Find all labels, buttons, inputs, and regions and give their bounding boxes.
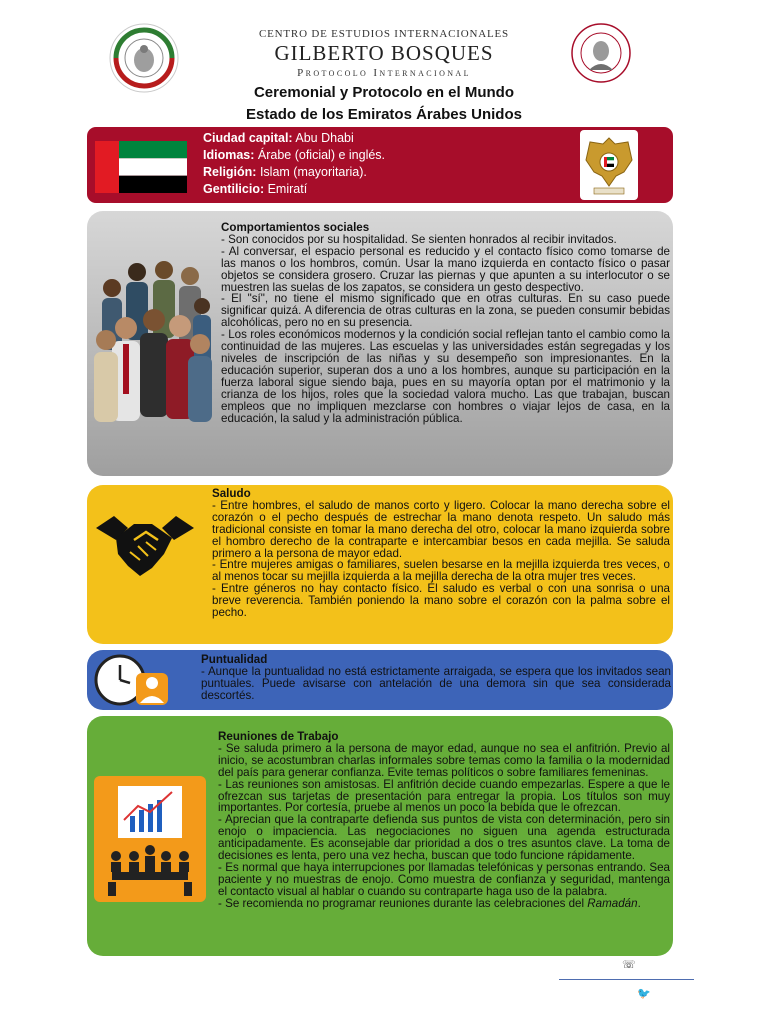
gilberto-bosques-seal-logo [570,22,632,84]
punctuality-heading: Puntualidad [201,653,268,666]
meetings-paragraph-4: - Es normal que haya interrupciones por llamadas telefónicas y personas entrando. Sea paciente y no muestras de enojo. Como muestra de confianza y seguridad, mantenga el contacto visual al hablar o cuando su contraparte haga uso de la palabra. [218,860,670,898]
greeting-heading: Saludo [212,487,251,500]
greeting-text [212,488,670,619]
social-paragraph-2: - Al conversar, el espacio personal es reducido y el contacto físico como tomarse de las manos o los hombros, común. Usar la mano izquierda en contacto físico o pasar objetos se considera grosero. Cruzar las piernas y que apunten a su interlocutor o se muestren las suelas de los zapatos, se considera un gesto despectivo. [221,244,670,294]
uae-emblem-icon [580,130,638,200]
document-title: Ceremonial y Protocolo en el Mundo [253,84,515,101]
business-meeting-icon [94,776,206,902]
punctuality-text [201,654,671,702]
languages-value: Árabe (oficial) e inglés. [254,148,386,162]
document-subtitle: Estado de los Emiratos Árabes Unidos [246,106,522,123]
phone-icon: ☏ [622,959,636,971]
meetings-text [218,731,670,910]
twitter-icon[interactable]: 🐦 [637,988,651,1000]
religion-label: Religión: [203,165,257,179]
social-heading: Comportamientos sociales [221,221,370,234]
languages-label: Idiomas: [203,148,255,162]
institution-line3: Protocolo Internacional [297,67,471,79]
meetings-p5-ramadan: Ramadán [587,896,638,910]
meetings-p5-prefix: - Se recomienda no programar reuniones durante las celebraciones del [218,896,588,910]
gentilicio-label: Gentilicio: [203,182,265,196]
social-paragraph-4: - Los roles económicos modernos y la condición social reflejan tanto el cambio como la continuidad de las mujeres. Las escuelas y las universidades están segregadas y los niveles de inscripción de las niñas y su desempeño son impresionantes. En la educación superior, superan dos a uno a los hombres, aunque su participación en la fuerza laboral sigue siendo baja, pues en su mayoría optan por el matrimonio y la crianza de los hijos, roles que la sociedad valora mucho. Las que trabajan, buscan empleos que no impliquen mezclarse con hombres o viajar lejos de casa, en la educación, la salud y la administración pública. [221,328,670,425]
footer-divider [559,979,694,980]
social-paragraph-1: - Son conocidos por su hospitalidad. Se sienten honrados al recibir invitados. [221,232,617,246]
capital-label: Ciudad capital: [203,131,293,145]
clock-person-icon [92,653,172,707]
greeting-paragraph-2: - Entre mujeres amigas o familiares, suelen besarse en la mejilla izquierda tres veces, o al menos tocar su mejilla izquierda a la mejilla derecha de la otra mujer tres veces. [212,558,670,584]
institution-line2: GILBERTO BOSQUES [274,41,494,65]
social-paragraph-3: - El "sí", no tiene el mismo significado que en otras culturas. En su caso puede significar quizá. A diferencia de otras culturas en la zona, se pueden consumir bebidas alcohólicas, pero no en su presencia. [221,292,670,330]
meetings-paragraph-3: - Aprecian que la contraparte defienda sus puntos de vista con determinación, pero sin enojo o impaciencia. Las negociaciones no siguen una agenda estructurada anticipadamente. Es aconsejable dar prioridad a dos o tres asuntos clave. La toma de decisiones es lenta, pero una vez hecha, buscan que todo funcione rápidamente. [218,813,670,863]
meetings-p5-suffix: . [637,896,641,910]
country-info [203,130,385,198]
religion-value: Islam (mayoritaria). [256,165,367,179]
meetings-paragraph-1: - Se saluda primero a la persona de mayor edad, aunque no sea el anfitrión. Previo al inicio, se acostumbran charlas informales sobre temas como la familia o la modernidad del país para generar confianza. Evite temas políticos o sobre familiares femeninas. [218,741,670,779]
institution-header [0,28,768,79]
capital-value: Abu Dhabi [292,131,354,145]
meetings-paragraph-5 [218,898,670,910]
meetings-heading: Reuniones de Trabajo [218,730,339,743]
institution-line1: CENTRO DE ESTUDIOS INTERNACIONALES [259,28,509,40]
greeting-paragraph-1: - Entre hombres, el saludo de manos corto y ligero. Colocar la mano derecha sobre el corazón o el pecho después de estrechar la mano denota respeto. Un saludo más tradicional consiste en tomar la mano derecha del otro, colocar la mano izquierda sobre el hombro derecho de la contraparte e intercambiar besos en cada mejilla. Se saluda primero a la persona de mayor edad. [212,498,670,560]
gentilicio-value: Emiratí [264,182,308,196]
greeting-paragraph-3: - Entre géneros no hay contacto físico. El saludo es verbal o con una sonrisa o una breve reverencia. También poniendo la mano sobre el corazón con la palma sobre el pecho. [212,582,670,620]
meetings-paragraph-2: - Las reuniones son amistosas. El anfitrión decide cuando empezarlas. Espere a que le ofrezcan sus tarjetas de presentación para entregar la propia. Los títulos son muy importantes. Por cortesía, pruebe al menos un poco la bebida que le ofrezcan. [218,777,670,815]
handshake-icon [94,510,196,582]
punctuality-paragraph-1: - Aunque la puntualidad no está estrictamente arraigada, se espera que los invitados sean puntuales. Puede avisarse con antelación de una demora sin que sea considerada descortés. [201,664,671,702]
social-behaviour-text [221,222,670,424]
people-group-icon [92,248,214,430]
uae-flag-icon [95,141,187,193]
